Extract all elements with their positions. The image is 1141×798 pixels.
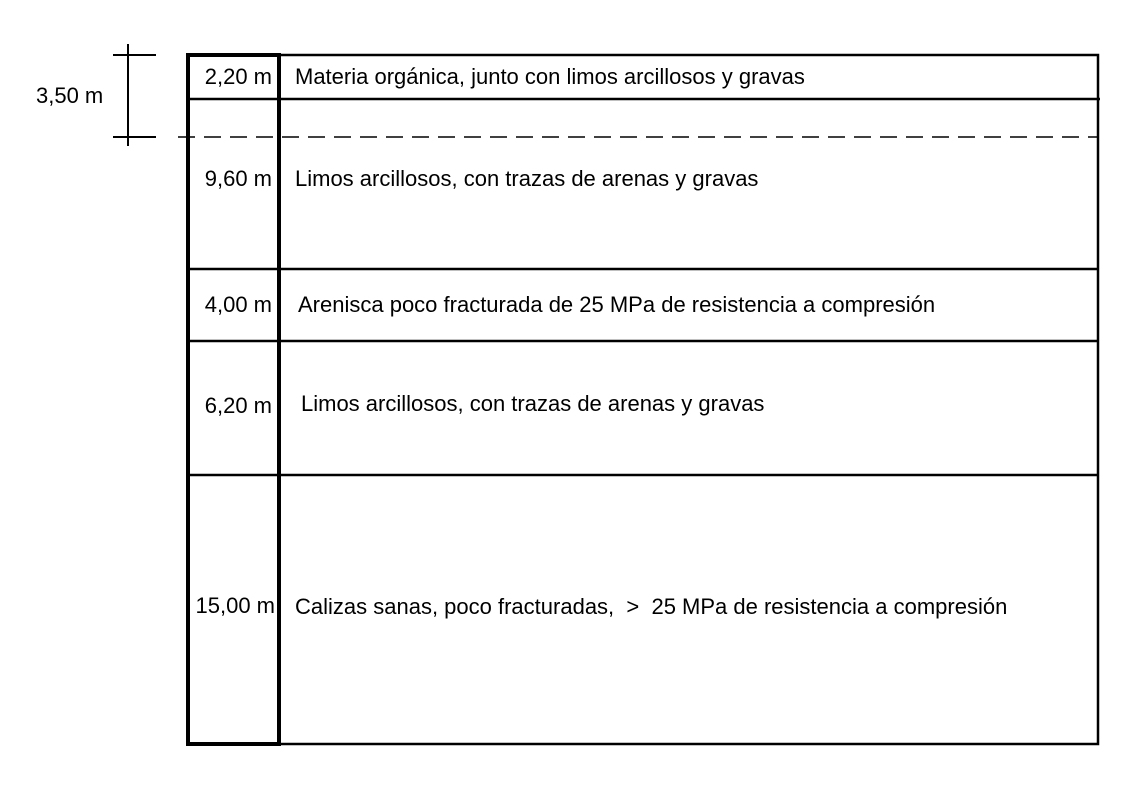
layer-4-description: Limos arcillosos, con trazas de arenas y gravas [301,391,765,416]
layer-3-thickness: 4,00 m [204,292,272,317]
layer-3-description: Arenisca poco fracturada de 25 MPa de resistencia a compresión [298,292,936,317]
layer-2-thickness: 9,60 m [204,166,272,191]
layer-5-thickness: 15,00 m [195,593,275,618]
layer-1-thickness: 2,20 m [204,64,272,89]
water-table-depth-label: 3,50 m [36,83,104,108]
layer-4-thickness: 6,20 m [204,393,272,418]
layer-2-description: Limos arcillosos, con trazas de arenas y gravas [295,166,759,191]
layer-5-description: Calizas sanas, poco fracturadas, > 25 MPa de resistencia a compresión [295,594,1008,619]
layer-1-description: Materia orgánica, junto con limos arcillosos y gravas [295,64,805,89]
